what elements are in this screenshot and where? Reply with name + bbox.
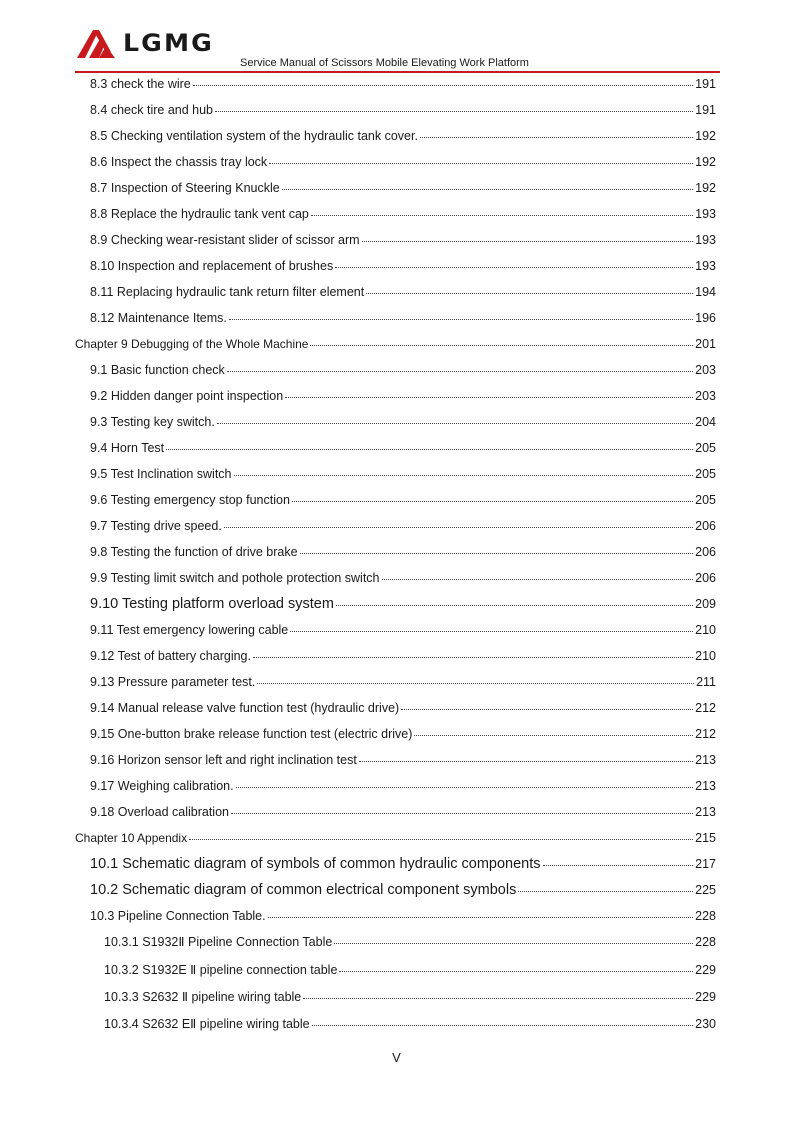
toc-entry[interactable] [90,698,716,718]
lgmg-triangle-icon [75,26,119,60]
toc-page: 213 [695,753,716,767]
toc-page: 213 [695,779,716,793]
toc-page: 193 [695,207,716,221]
toc-title: 9.18 Overload calibration [90,805,229,819]
dot-leader [166,437,693,450]
dot-leader [414,723,693,736]
toc-title: 9.9 Testing limit switch and pothole protection switch [90,571,380,585]
toc-page: 215 [695,831,716,845]
toc-entry[interactable] [90,672,716,692]
toc-entry[interactable] [90,802,716,822]
toc-entry[interactable] [90,542,716,562]
toc-page: 192 [695,129,716,143]
dot-leader [292,489,693,502]
toc-entry[interactable] [90,282,716,302]
toc-entry[interactable] [90,568,716,588]
toc-page: 191 [695,77,716,91]
toc-title: 9.6 Testing emergency stop function [90,493,290,507]
toc-title: 9.15 One-button brake release function test (electric drive) [90,727,413,741]
toc-page: 209 [695,597,716,611]
toc-page: 210 [695,623,716,637]
toc-title: 8.11 Replacing hydraulic tank return filter element [90,285,365,299]
dot-leader [215,99,693,112]
toc-page: 196 [695,311,716,325]
toc-title: 9.17 Weighing calibration. [90,779,234,793]
dot-leader [229,307,693,320]
dot-leader [310,333,693,346]
toc-page: 191 [695,103,716,117]
toc-page: 192 [695,155,716,169]
toc-title: 9.2 Hidden danger point inspection [90,389,284,403]
manual-title: Service Manual of Scissors Mobile Elevating Work Platform [240,57,529,69]
dot-leader [335,255,693,268]
dot-leader [382,567,694,580]
toc-entry[interactable] [90,152,716,172]
dot-leader [236,775,694,788]
dot-leader [269,151,693,164]
toc-title: 10.2 Schematic diagram of common electrical component symbols [90,882,517,898]
toc-entry[interactable] [90,100,716,120]
toc-title: 9.4 Horn Test [90,441,165,455]
toc-page: 206 [695,545,716,559]
toc-title: 9.16 Horizon sensor left and right inclination test [90,753,357,767]
toc-page: 204 [695,415,716,429]
toc-entry[interactable] [90,516,716,536]
toc-entry[interactable] [90,386,716,406]
dot-leader [334,931,693,944]
toc-page: 205 [695,467,716,481]
toc-title: 8.10 Inspection and replacement of brushes [90,259,334,273]
toc-subentry[interactable] [104,987,716,1007]
toc-page: 213 [695,805,716,819]
toc-entry[interactable] [90,646,716,666]
dot-leader [290,619,693,632]
toc-entry[interactable] [90,438,716,458]
dot-leader [420,125,693,138]
dot-leader [300,541,694,554]
toc-title: 10.1 Schematic diagram of symbols of common hydraulic components [90,856,541,872]
dot-leader [336,593,693,606]
toc-page: 205 [695,493,716,507]
dot-leader [303,986,693,999]
toc-entry[interactable] [90,880,716,900]
toc-entry[interactable] [90,256,716,276]
toc-page: 217 [695,857,716,871]
toc-page: 228 [695,909,716,923]
dot-leader [224,515,693,528]
toc-entry[interactable] [90,74,716,94]
dot-leader [268,905,694,918]
dot-leader [217,411,693,424]
dot-leader [359,749,693,762]
dot-leader [518,879,693,892]
toc-page: 193 [695,259,716,273]
toc-title: 9.8 Testing the function of drive brake [90,545,298,559]
toc-title: 9.11 Test emergency lowering cable [90,623,289,637]
toc-entry[interactable] [90,464,716,484]
toc-page: 225 [695,883,716,897]
toc-entry[interactable] [90,724,716,744]
lgmg-logo [75,26,214,60]
toc-page: 203 [695,389,716,403]
dot-leader [227,359,693,372]
toc-title: 8.9 Checking wear-resistant slider of scissor arm [90,233,360,247]
dot-leader [401,697,693,710]
toc-title: 10.3 Pipeline Connection Table. [90,909,266,923]
toc-page: 193 [695,233,716,247]
toc-entry[interactable] [90,204,716,224]
toc-title: Chapter 10 Appendix [75,831,188,845]
toc-page: 229 [695,990,716,1004]
dot-leader [253,645,693,658]
toc-entry[interactable] [90,620,716,640]
toc-page: 206 [695,519,716,533]
toc-title: 10.3.1 S1932Ⅱ Pipeline Connection Table [104,935,333,949]
toc-entry[interactable] [90,750,716,770]
dot-leader [311,203,693,216]
toc-title: 9.3 Testing key switch. [90,415,215,429]
toc-title: 10.3.2 S1932E Ⅱ pipeline connection table [104,963,338,977]
dot-leader [234,463,694,476]
dot-leader [312,1013,694,1026]
toc-title: 8.8 Replace the hydraulic tank vent cap [90,207,309,221]
toc-page: 201 [695,337,716,351]
toc-page: 192 [695,181,716,195]
toc-entry[interactable] [90,360,716,380]
toc-page: 194 [695,285,716,299]
toc-entry[interactable] [90,412,716,432]
toc-title: 8.4 check tire and hub [90,103,213,117]
toc-entry[interactable] [90,490,716,510]
toc-entry[interactable] [90,178,716,198]
toc-title: 9.5 Test Inclination switch [90,467,232,481]
toc-page: 212 [695,701,716,715]
toc-title: 8.5 Checking ventilation system of the hydraulic tank cover. [90,129,418,143]
page-header [0,0,793,80]
toc-entry[interactable] [90,776,716,796]
toc-page: 206 [695,571,716,585]
toc-title: 10.3.4 S2632 EⅡ pipeline wiring table [104,1017,310,1031]
toc-entry[interactable] [90,594,716,614]
toc-subentry[interactable] [104,960,716,980]
toc-title: Chapter 9 Debugging of the Whole Machine [75,337,309,351]
toc-page: 203 [695,363,716,377]
dot-leader [257,671,694,684]
toc-page: 212 [695,727,716,741]
toc-title: 9.12 Test of battery charging. [90,649,251,663]
toc-chapter-entry[interactable] [75,828,716,848]
toc-entry[interactable] [90,126,716,146]
toc-title: 8.12 Maintenance Items. [90,311,227,325]
toc-title: 9.1 Basic function check [90,363,225,377]
toc-page: 228 [695,935,716,949]
page-number: V [392,1050,401,1065]
toc-page: 205 [695,441,716,455]
dot-leader [189,827,693,840]
toc-page: 230 [695,1017,716,1031]
dot-leader [366,281,693,294]
toc-entry[interactable] [90,854,716,874]
toc-chapter-entry[interactable] [75,334,716,354]
toc-entry[interactable] [90,308,716,328]
dot-leader [362,229,694,242]
toc-entry[interactable] [90,906,716,926]
toc-title: 10.3.3 S2632 Ⅱ pipeline wiring table [104,990,302,1004]
toc-title: 8.3 check the wire [90,77,191,91]
toc-title: 9.13 Pressure parameter test. [90,675,256,689]
toc-title: 9.7 Testing drive speed. [90,519,222,533]
toc-title: 9.14 Manual release valve function test (hydraulic drive) [90,701,400,715]
dot-leader [231,801,693,814]
toc-title: 8.7 Inspection of Steering Knuckle [90,181,280,195]
toc-entry[interactable] [90,230,716,250]
toc-page: 229 [695,963,716,977]
toc-title: 8.6 Inspect the chassis tray lock [90,155,268,169]
toc-page: 211 [696,675,716,689]
logo-text: LGMG [123,29,214,57]
dot-leader [285,385,693,398]
dot-leader [543,853,694,866]
toc-subentry[interactable] [104,1014,716,1034]
dot-leader [339,959,693,972]
dot-leader [282,177,693,190]
dot-leader [193,73,693,86]
toc-page: 210 [695,649,716,663]
toc-title: 9.10 Testing platform overload system [90,596,334,612]
toc-subentry[interactable] [104,932,716,952]
